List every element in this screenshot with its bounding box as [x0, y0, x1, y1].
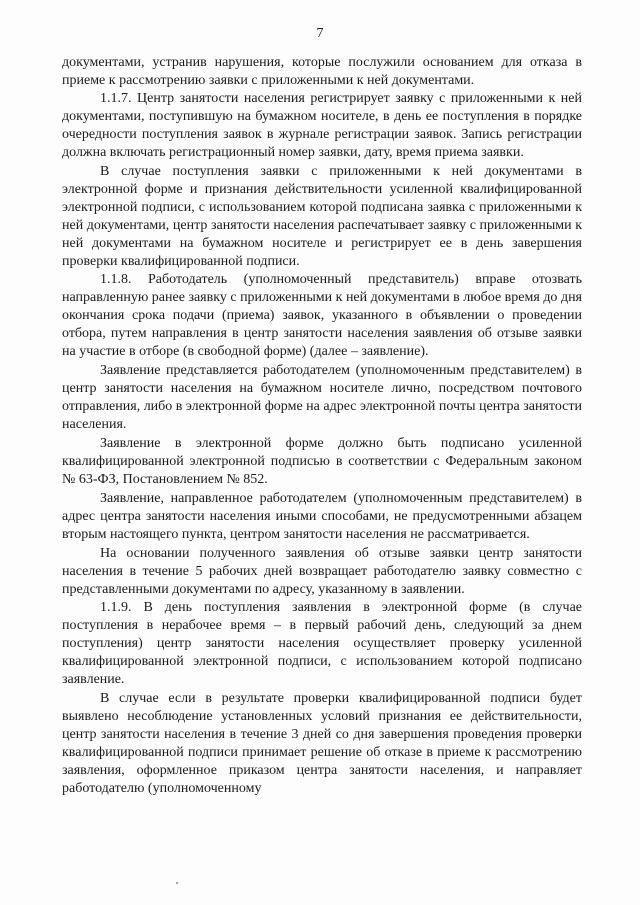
paragraph-verification-result: В случае если в результате проверки квалифицированной подписи будет выявлено несоблюдение установленных условий признания ее действительности, центр занятости населения в течение 3 дней со дня завершения проведения проверки квалифицированной подписи принимает решение об отказе в приеме к рассмотрению заявления, оформленное приказом центра занятости населения, и направляет работодателю (уполномоченному	[62, 691, 582, 796]
paragraph-application-submission: Заявление представляется работодателем (уполномоченным представителем) в центр занятости населения на бумажном носителе лично, посредством почтового отправления, либо в электронной форме на адрес электронной почты центра занятости населения.	[62, 363, 583, 432]
scan-speck	[176, 882, 178, 884]
paragraph-continuation: документами, устранив нарушения, которые послужили основанием для отказа в приеме к рассмотрению заявки с приложенными к ней документами.	[62, 55, 582, 88]
page-number: 7	[316, 26, 324, 41]
paragraph-electronic-signature: Заявление в электронной форме должно быть подписано усиленной квалифицированной электронной подписью в соответствии с Федеральным законом № 63-ФЗ, Постановлением № 852.	[62, 436, 582, 487]
paragraph-1-1-7: 1.1.7. Центр занятости населения регистрирует заявку с приложенными к ней документами, поступившую на бумажном носителе, в день ее поступления в порядке очередности поступления заявок в журнале регистрации заявок. Запись регистрации должна включать регистрационный номер заявки, дату, время приема заявки.	[62, 91, 582, 160]
paragraph-electronic-registration: В случае поступления заявки с приложенными к ней документами в электронной форме и признания действительности усиленной квалифицированной электронной подписи, с использованием которой подписана заявка с приложенными к ней документами, центр занятости населения распечатывает заявку с приложенными к ней документами на бумажном носителе и регистрирует ее в день завершения проверки квалифицированной подписи.	[62, 164, 582, 269]
paragraph-other-methods: Заявление, направленное работодателем (уполномоченным представителем) в адрес центра занятости населения иными способами, не предусмотренными абзацем вторым настоящего пункта, центром занятости населения не рассматривается.	[62, 491, 582, 542]
paragraph-1-1-9: 1.1.9. В день поступления заявления в электронной форме (в случае поступления в нерабочее время – в первый рабочий день, следующий за днем поступления) центр занятости населения осуществляет проверку усиленной квалифицированной электронной подписи, с использованием которой подписано заявление.	[62, 600, 582, 687]
document-body	[62, 54, 582, 798]
paragraph-1-1-8: 1.1.8. Работодатель (уполномоченный представитель) вправе отозвать направленную ранее заявку с приложенными к ней документами в любое время до дня окончания срока подачи (приема) заявок, указанного в объявлении о проведении отбора, путем направления в центр занятости населения заявления об отзыве заявки на участие в отборе (в свободной форме) (далее – заявление).	[62, 272, 582, 359]
paragraph-return-application: На основании полученного заявления об отзыве заявки центр занятости населения в течение 5 рабочих дней возвращает работодателю заявку совместно с представленными документами по адресу, указанному в заявлении.	[62, 546, 582, 597]
